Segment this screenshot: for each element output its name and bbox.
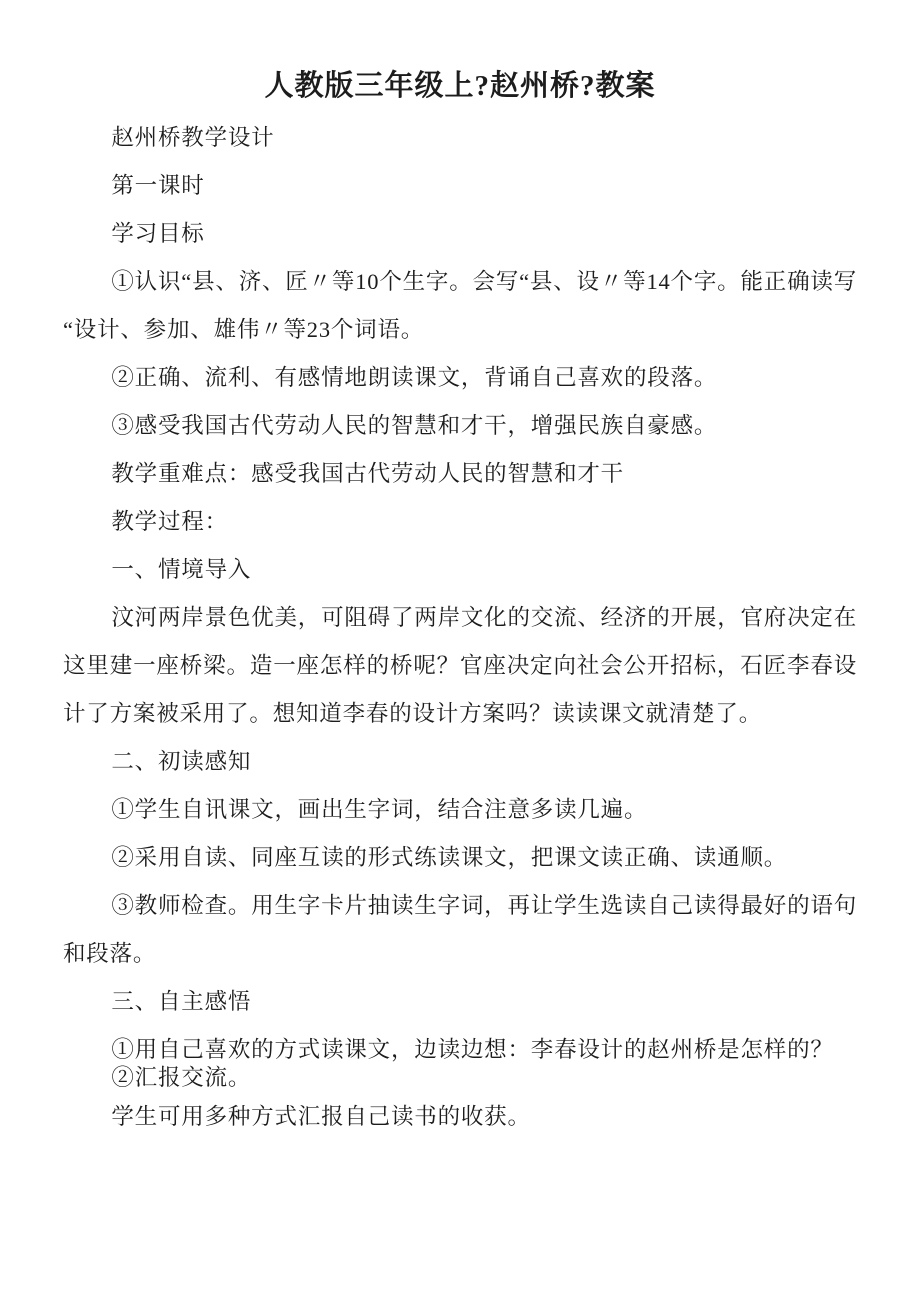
document-title: 人教版三年级上?赵州桥?教案 [264, 70, 656, 102]
paragraph: 教学过程： [111, 509, 228, 534]
paragraph: 赵州桥教学设计 [111, 125, 275, 150]
paragraph: ③教师检查。用生字卡片抽读生字词，再让学生选读自己读得最好的语句和段落。 [63, 893, 857, 966]
paragraph: 二、初读感知 [111, 749, 252, 774]
paragraph: ①认识“县、济、匠〃等10个生字。会写“县、设〃等14个字。能正确读写“设计、参加、雄伟〃等23个词语。 [63, 269, 857, 342]
paragraph: ①用自己喜欢的方式读课文，边读边想：李春设计的赵州桥是怎样的？ [111, 1037, 834, 1062]
paragraph: 第一课时 [111, 173, 205, 198]
paragraph: 学生可用多种方式汇报自己读书的收获。 [111, 1104, 531, 1129]
document-body [63, 114, 857, 1141]
paragraph: ②汇报交流。 [111, 1065, 252, 1090]
paragraph: ③感受我国古代劳动人民的智慧和才干，增强民族自豪感。 [111, 413, 718, 438]
paragraph: 学习目标 [111, 221, 205, 246]
paragraph: ②正确、流利、有感情地朗读课文，背诵自己喜欢的段落。 [111, 365, 718, 390]
paragraph: ①学生自讯课文，画出生字词，结合注意多读几遍。 [111, 797, 648, 822]
paragraph: 汶河两岸景色优美，可阻碍了两岸文化的交流、经济的开展，官府决定在这里建一座桥梁。造一座怎样的桥呢？官座决定向社会公开招标，石匠李春设计了方案被采用了。想知道李春的设计方案吗？读读课文就清楚了。 [63, 605, 857, 726]
paragraph: 一、情境导入 [111, 557, 252, 582]
paragraph: ②采用自读、同座互读的形式练读课文，把课文读正确、读通顺。 [111, 845, 788, 870]
paragraph: 教学重难点：感受我国古代劳动人民的智慧和才干 [111, 461, 624, 486]
paragraph: 三、自主感悟 [111, 989, 252, 1014]
